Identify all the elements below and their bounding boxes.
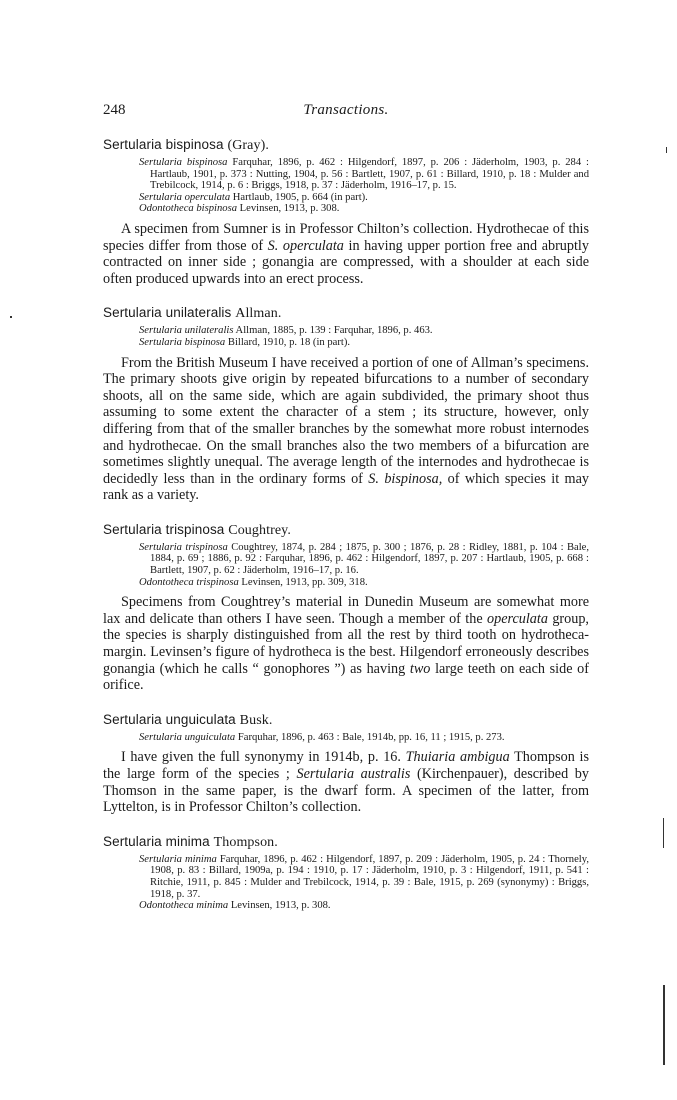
- page-header: [103, 102, 589, 122]
- page-body: [103, 137, 589, 930]
- description-text: in having upper portion free and abruptly contracted on inner side ; gonangia are compressed, with a shoulder at each side often produced upwards into an erect process.: [103, 237, 589, 287]
- description-italic: operculata: [487, 610, 548, 627]
- synonym-line: [103, 157, 589, 192]
- synonym-name: Sertularia unilateralis: [139, 325, 234, 337]
- synonym-name: Sertularia minima: [139, 853, 217, 865]
- description-text: Specimens from Coughtrey’s material in Dunedin Museum are somewhat more lax and delicate than others I have seen. Though a member of the: [103, 594, 589, 627]
- synonym-name: Sertularia unguiculata: [139, 731, 236, 743]
- species-heading: [103, 712, 589, 729]
- description-text: A specimen from Sumner is in Professor Chilton’s collection. Hydrothecae of this species differ from those of: [103, 220, 589, 254]
- synonym-name: Sertularia operculata: [139, 191, 231, 203]
- description-italic: Sertularia australis: [296, 766, 411, 782]
- description-text: of which species it may rank as a variety.: [103, 470, 589, 504]
- synonym-name: Odontotheca bispinosa: [139, 203, 237, 215]
- description-italic: S. operculata: [267, 237, 344, 254]
- species-entry: [103, 522, 589, 694]
- species-authority: Busk.: [239, 712, 273, 728]
- description-text: large teeth on each side of orifice.: [103, 660, 589, 694]
- description-text: I have given the full synonymy in 1914b, p. 16.: [121, 749, 406, 766]
- species-name: Sertularia trispinosa: [103, 521, 225, 537]
- species-description: [103, 594, 589, 694]
- synonym-refs: Farquhar, 1896, p. 462 : Hilgendorf, 1897, p. 209 : Jäderholm, 1905, p. 24 : Thornely, 1908, p. 83 : Billard, 1909a, p. 194 : 1910, p. 17 : Jäderholm, 1910, p. 3 : Hilgendorf, 1911, p. 541 : Ritchie, 1911, p. 845 : Mulder and Trebilcock, 1914, p. 39 : Bale, 1915, p. 269 (synonymy) : Briggs, 1918, p. 37.: [150, 853, 589, 900]
- species-heading: [103, 305, 589, 322]
- synonym-refs: Coughtrey, 1874, p. 284 ; 1875, p. 300 ; 1876, p. 28 : Ridley, 1881, p. 104 : Bale, 1884, p. 69 ; 1886, p. 92 : Farquhar, 1896, p. 462 : Hilgendorf, 1897, p. 207 : Hartlaub, 1905, p. 668 : Bartlett, 1907, p. 62 : Jäderholm, 1916–17, p. 16.: [150, 541, 590, 577]
- synonym-name: Sertularia bispinosa: [139, 336, 226, 348]
- species-description: [103, 355, 589, 504]
- synonym-name: Sertularia trispinosa: [139, 541, 228, 553]
- synonym-line: [103, 325, 589, 337]
- synonym-line: [103, 900, 589, 912]
- synonym-line: [103, 732, 589, 744]
- description-text: From the British Museum I have received a portion of one of Allman’s specimens. The primary shoots give origin by repeated bifurcations to a number of secondary shoots, all on the same side, which are again subdivided, the primary shoot thus assuming to some extent the character of a stem ; its structure, however, only differing from that of the smaller branches by the somewhat more robust internodes and hydrothecae. On the small branches also the two members of a bifurcation are sometimes slightly unequal. The average length of the internodes and hydrothecae is decidedly less than in the ordinary forms of: [103, 354, 589, 487]
- description-italic: Thuiaria ambigua: [405, 749, 510, 766]
- species-name: Sertularia minima: [103, 833, 210, 849]
- species-authority: (Gray).: [227, 138, 269, 153]
- species-description: [103, 749, 589, 815]
- synonym-refs: Hartlaub, 1905, p. 664 (in part).: [232, 191, 368, 203]
- description-text: group, the species is sharply distinguished from all the rest by third tooth on hydrotheca-margin. Levinsen’s figure of hydrotheca is the best. Hilgendorf erroneously describes gonangia (which he calls “ gonophores ”) as having: [103, 610, 589, 677]
- synonym-refs: Levinsen, 1913, pp. 309, 318.: [241, 576, 368, 588]
- species-heading: [103, 834, 589, 851]
- scan-mark: [666, 147, 667, 153]
- synonym-line: [103, 337, 589, 349]
- species-authority: Allman.: [235, 306, 282, 322]
- page-number: 248: [103, 102, 126, 118]
- description-italic: two: [409, 660, 431, 677]
- synonym-line: [103, 542, 589, 577]
- scan-mark: [10, 316, 12, 318]
- species-entry: [103, 137, 589, 287]
- description-text: Thompson is the large form of the species ;: [103, 749, 589, 782]
- synonym-refs: Levinsen, 1913, p. 308.: [239, 203, 340, 215]
- synonym-refs: Billard, 1910, p. 18 (in part).: [227, 336, 350, 348]
- species-heading: [103, 137, 589, 154]
- species-entry: [103, 834, 589, 912]
- species-heading: [103, 522, 589, 539]
- species-authority: Thompson.: [213, 834, 278, 850]
- synonym-name: Odontotheca minima: [139, 900, 229, 912]
- synonym-line: [103, 192, 589, 204]
- species-name: Sertularia unilateralis: [103, 305, 232, 321]
- synonym-refs: Allman, 1885, p. 139 : Farquhar, 1896, p. 463.: [235, 325, 433, 337]
- species-description: [103, 221, 589, 287]
- synonym-refs: Farquhar, 1896, p. 463 : Bale, 1914b, pp. 16, 11 ; 1915, p. 273.: [237, 731, 505, 743]
- synonym-refs: Farquhar, 1896, p. 462 : Hilgendorf, 1897, p. 206 : Jäderholm, 1903, p. 284 : Hartlaub, 1901, p. 373 : Nutting, 1904, p. 56 : Bartlett, 1907, p. 61 : Billard, 1910, p. 18 : Mulder and Trebilcock, 1914, p. 6 : Briggs, 1918, p. 37 : Jäderholm, 1916–17, p. 15.: [150, 157, 589, 192]
- species-name: Sertularia bispinosa: [103, 137, 224, 152]
- description-italic: S. bispinosa,: [368, 470, 443, 487]
- scan-mark: [663, 818, 664, 848]
- description-text: (Kirchenpauer), described by Thomson in the same paper, is the dwarf form. A specimen of the latter, from Lyttelton, is in Professor Chilton’s collection.: [103, 766, 589, 816]
- synonym-line: [103, 577, 589, 589]
- scan-mark: [663, 985, 665, 1065]
- running-title: Transactions.: [303, 102, 389, 118]
- species-authority: Coughtrey.: [228, 522, 291, 538]
- synonym-line: [103, 203, 589, 215]
- species-name: Sertularia unguiculata: [103, 711, 236, 727]
- species-entry: [103, 712, 589, 816]
- synonym-name: Odontotheca trispinosa: [139, 576, 239, 588]
- species-entry: [103, 305, 589, 504]
- synonym-line: [103, 854, 589, 900]
- synonym-refs: Levinsen, 1913, p. 308.: [230, 900, 331, 912]
- synonym-name: Sertularia bispinosa: [139, 157, 228, 168]
